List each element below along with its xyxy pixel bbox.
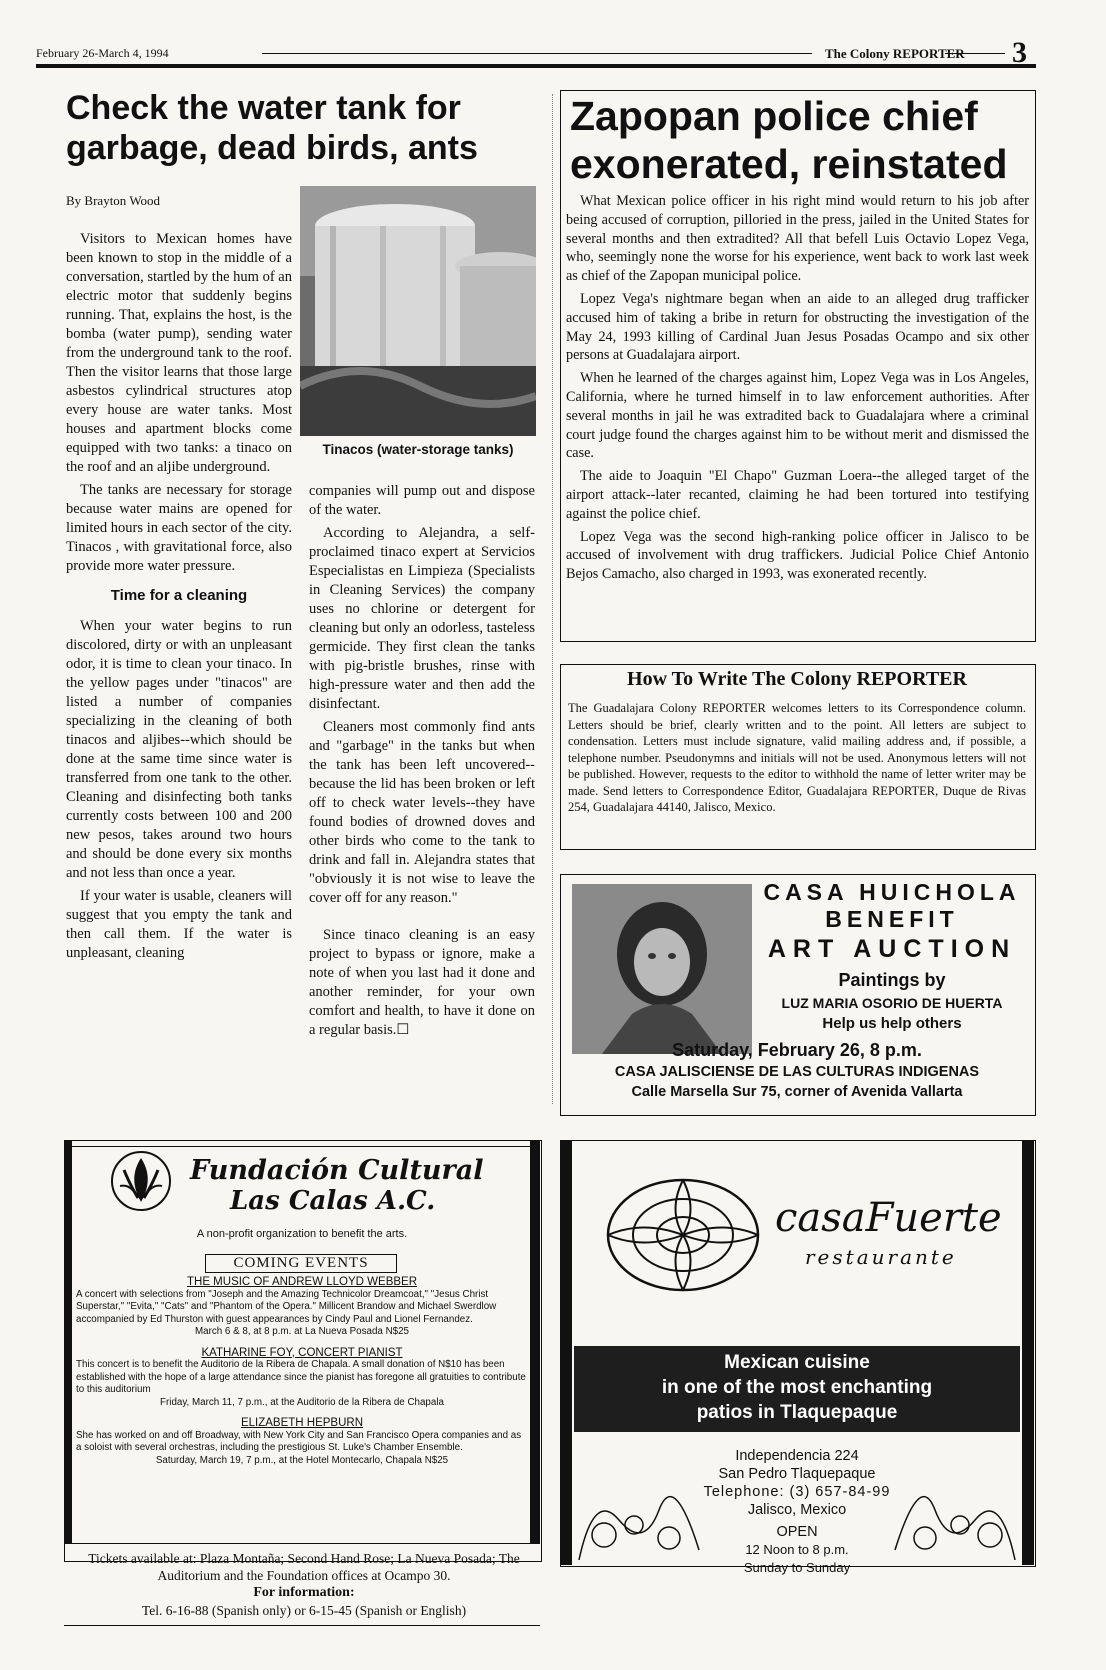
events-title: COMING EVENTS	[205, 1254, 397, 1273]
event-title: KATHARINE FOY, CONCERT PIANIST	[201, 1346, 403, 1359]
info-title: For information:	[253, 1585, 355, 1600]
paragraph: The aide to Joaquin "El Chapo" Guzman Loera--the alleged target of the airport attack--later recanted, claiming he had been tortured into testifying against the police chief.	[566, 468, 1029, 522]
fundacion-name-1: Fundación Cultural	[190, 1155, 484, 1186]
info-tel: Tel. 6-16-88 (Spanish only) or 6-15-45 (Spanish or English)	[141, 1603, 467, 1618]
address-line: Independencia 224	[735, 1448, 859, 1464]
event-when: March 6 & 8, at 8 p.m. at La Nueva Posada N$25	[194, 1326, 410, 1337]
auction-address: Calle Marsella Sur 75, corner of Avenida Vallarta	[631, 1084, 963, 1100]
ad-border-bar	[560, 1140, 572, 1565]
event-body: She has worked on and off Broadway, with New York City and San Francisco Opera companies and as a soloist with several orchestras, including the prestigious St. Luke's Chamber Ensemble.	[76, 1429, 522, 1453]
banner-line: Mexican cuisine	[724, 1352, 870, 1373]
paragraph: Visitors to Mexican homes have been known to stop in the middle of a conversation, startled by the hum of an electric motor that suddenly begins running. That, explains the host, is the bomba (water pump), sending water from the underground tank to the roof. Then the visitor learns that those large asbestos cylindrical structures atop every house are water tanks. Most houses and apartment blocks come equipped with two tanks: a tinaco on the roof and an aljibe underground.	[66, 231, 292, 475]
paragraph: Lopez Vega was the second high-ranking police officer in Jalisco to be accused of involvement with drug traffickers. Judicial Police Chief Antonio Bejos Camacho, also charged in 1993, was exonerated recently.	[566, 528, 1029, 583]
paragraph: companies will pump out and dispose of the water.	[309, 483, 535, 518]
page-number: 3	[1012, 36, 1027, 69]
address-line: San Pedro Tlaquepaque	[718, 1466, 876, 1482]
flower-logo-icon	[598, 1170, 768, 1300]
header-divider	[36, 64, 1036, 68]
auction-slogan: Help us help others	[822, 1015, 962, 1032]
phone: Telephone: (3) 657-84-99	[703, 1484, 891, 1500]
fundacion-name-2: Las Calas A.C.	[230, 1186, 436, 1216]
banner-line: in one of the most enchanting	[661, 1377, 933, 1398]
auction-date: Saturday, February 26, 8 p.m.	[672, 1040, 922, 1060]
paragraph: If your water is usable, cleaners will suggest that you empty the tank and then call them. If the water is unpleasant, cleaning	[66, 888, 292, 961]
paragraph: Cleaners most commonly find ants and "garbage" in the tanks but when the tank has been left uncovered--because the lid has been broken or left off to check water levels--they have found bodies of drowned doves and other birds who come to the tank to drink and fall in. Alejandra states that "obviously it is not wise to leave the cover off for any reason."	[309, 719, 535, 906]
how-to-write-title: How To Write The Colony REPORTER	[627, 668, 967, 690]
cuisine-banner	[574, 1346, 1020, 1432]
event-body: A concert with selections from "Joseph and the Amazing Technicolor Dreamcoat," "Jesus Christ Superstar," "Evita," "Cats" and "Phantom of the Opera." Millicent Brandow and Michael Swerdlow accompanied by Ed Thurston with guest appearances by Cindy Paul and Lionel Fernandez.	[76, 1288, 497, 1325]
scroll-ornament-icon	[890, 1480, 1020, 1564]
header-rule	[945, 53, 1005, 54]
police-article-body	[566, 192, 1029, 588]
paragraph: What Mexican police officer in his right mind would return to his job after being accused of corruption, pilloried in the press, jailed in the United States for several months and then extradited? All that befell Luis Octavio Lopez Vega, who, seemingly none the worse for his experience, went back to work last week as chief of the Zapopan municipal police.	[566, 193, 1029, 285]
paragraph: When your water begins to run discolored, dirty or with an unpleasant odor, it is time to clean your tinaco. In the yellow pages under "tinacos" are listed a number of companies specializing in the cleaning of both tinacos and aljibes--which should be done at the same time since water is transferred from one tank to the other. Cleaning and disinfecting both tanks currently costs between 100 and 200 new pesos, takes around two hours and should be done every six months and not less than once a year.	[66, 618, 292, 881]
event-when: Friday, March 11, 7 p.m., at the Auditorio de la Ribera de Chapala	[160, 1396, 444, 1408]
event-title: THE MUSIC OF ANDREW LLOYD WEBBER	[186, 1276, 418, 1288]
tank-headline: Check the water tank for garbage, dead birds, ants	[66, 89, 478, 167]
fundacion-tagline: A non-profit organization to benefit the arts.	[196, 1228, 408, 1240]
calla-lily-logo-icon	[110, 1150, 172, 1212]
subhead: Time for a cleaning	[110, 587, 248, 604]
restaurant-name: casaFuerte	[775, 1195, 1002, 1241]
address-line: Jalisco, Mexico	[747, 1502, 847, 1518]
banner-line: patios in Tlaquepaque	[696, 1402, 898, 1423]
restaurant-subtitle: restaurante	[805, 1245, 957, 1269]
paragraph: When he learned of the charges against him, Lopez Vega was in Los Angeles, California, where he turned himself in to law enforcement authorities. After several months in jail he was extradited back to Guadalajara where a criminal court judge found the charges against him to be without merit and dismissed the case.	[566, 370, 1029, 462]
column-rule	[552, 94, 553, 1104]
tinaco-photo	[300, 186, 536, 436]
header-rule	[262, 53, 812, 54]
event-body: This concert is to benefit the Auditorio de la Ribera de Chapala. A small donation of N$10 has been established with the hope of a large attendance since the pianist has foregone all gratuities to contribute to this auditorium	[76, 1359, 526, 1395]
event-title: ELIZABETH HEPBURN	[240, 1417, 364, 1429]
paragraph: Lopez Vega's nightmare began when an aide to an alleged drug trafficker accused him of taking a bribe in return for obstructing the investigation of the May 24, 1993 killing of Cardinal Juan Jesus Posadas Ocampo and six other persons at Guadalajara airport.	[566, 290, 1029, 364]
event-when: Saturday, March 19, 7 p.m., at the Hotel Montecarlo, Chapala N$25	[155, 1454, 449, 1466]
portrait-photo	[572, 884, 752, 1054]
police-headline: Zapopan police chief exonerated, reinstated	[570, 93, 1008, 187]
paragraph: The tanks are necessary for storage because water mains are opened for limited hours in each sector of the city. Tinacos , with gravitational force, also provide more water pressure.	[66, 482, 292, 574]
auction-venue: CASA JALISCIENSE DE LAS CULTURAS INDIGENAS	[614, 1064, 980, 1080]
tank-article-col1	[66, 230, 292, 967]
scroll-ornament-icon	[574, 1480, 704, 1564]
paragraph: According to Alejandra, a self-proclaimed tinaco expert at Servicios Especialistas en Limpieza (Specialists in Cleaning Services) the company uses no chlorine or detergent for cleaning but only an odorless, tasteless germicide. They first clean the tanks with pig-bristle brushes, rinse with high-pressure water and then add the disinfectant.	[309, 525, 535, 712]
paintings-by: Paintings by	[838, 970, 946, 990]
auction-title-1: CASA HUICHOLA	[763, 879, 1021, 905]
byline: By Brayton Wood	[66, 193, 161, 208]
events-list	[76, 1276, 528, 1467]
ad-border-bar	[1022, 1140, 1034, 1565]
artist-name: LUZ MARIA OSORIO DE HUERTA	[781, 995, 1003, 1011]
days: Sunday to Sunday	[743, 1560, 851, 1575]
auction-title-2: BENEFIT	[825, 906, 959, 932]
how-to-write-body: The Guadalajara Colony REPORTER welcomes letters to its Correspondence column. Letters should be brief, clearly written and to the point. All letters are subject to condensation. Letters must include signature, valid mailing address and, if possible, a telephone number. Pseudonymns and initials will not be used. Anonymous letters will not be published. However, requests to the editor to withhold the name of letter writer may be made. Send letters to Correspondence Editor, Guadalajara REPORTER, Duque de Rivas 254, Guadalajara 44140, Jalisco, Mexico.	[568, 701, 1026, 814]
tank-article-col2	[309, 482, 535, 1044]
ad-bottom-border	[64, 1625, 540, 1626]
auction-title-3: ART AUCTION	[767, 935, 1017, 963]
paragraph: Since tinaco cleaning is an easy project to bypass or ignore, make a note of when you last had it done and another reminder, for your own comfort and health, to have it done on a regular basis.☐	[309, 927, 535, 1038]
photo-caption: Tinacos (water-storage tanks)	[322, 442, 514, 457]
issue-date: February 26-March 4, 1994	[36, 46, 169, 60]
open-label: OPEN	[776, 1524, 818, 1540]
paper-name: The Colony REPORTER	[825, 46, 965, 61]
hours: 12 Noon to 8 p.m.	[745, 1542, 849, 1557]
tickets-info: Tickets available at: Plaza Montaña; Second Hand Rose; La Nueva Posada; The Auditorium and the Foundation offices at Ocampo 30.	[88, 1551, 520, 1583]
